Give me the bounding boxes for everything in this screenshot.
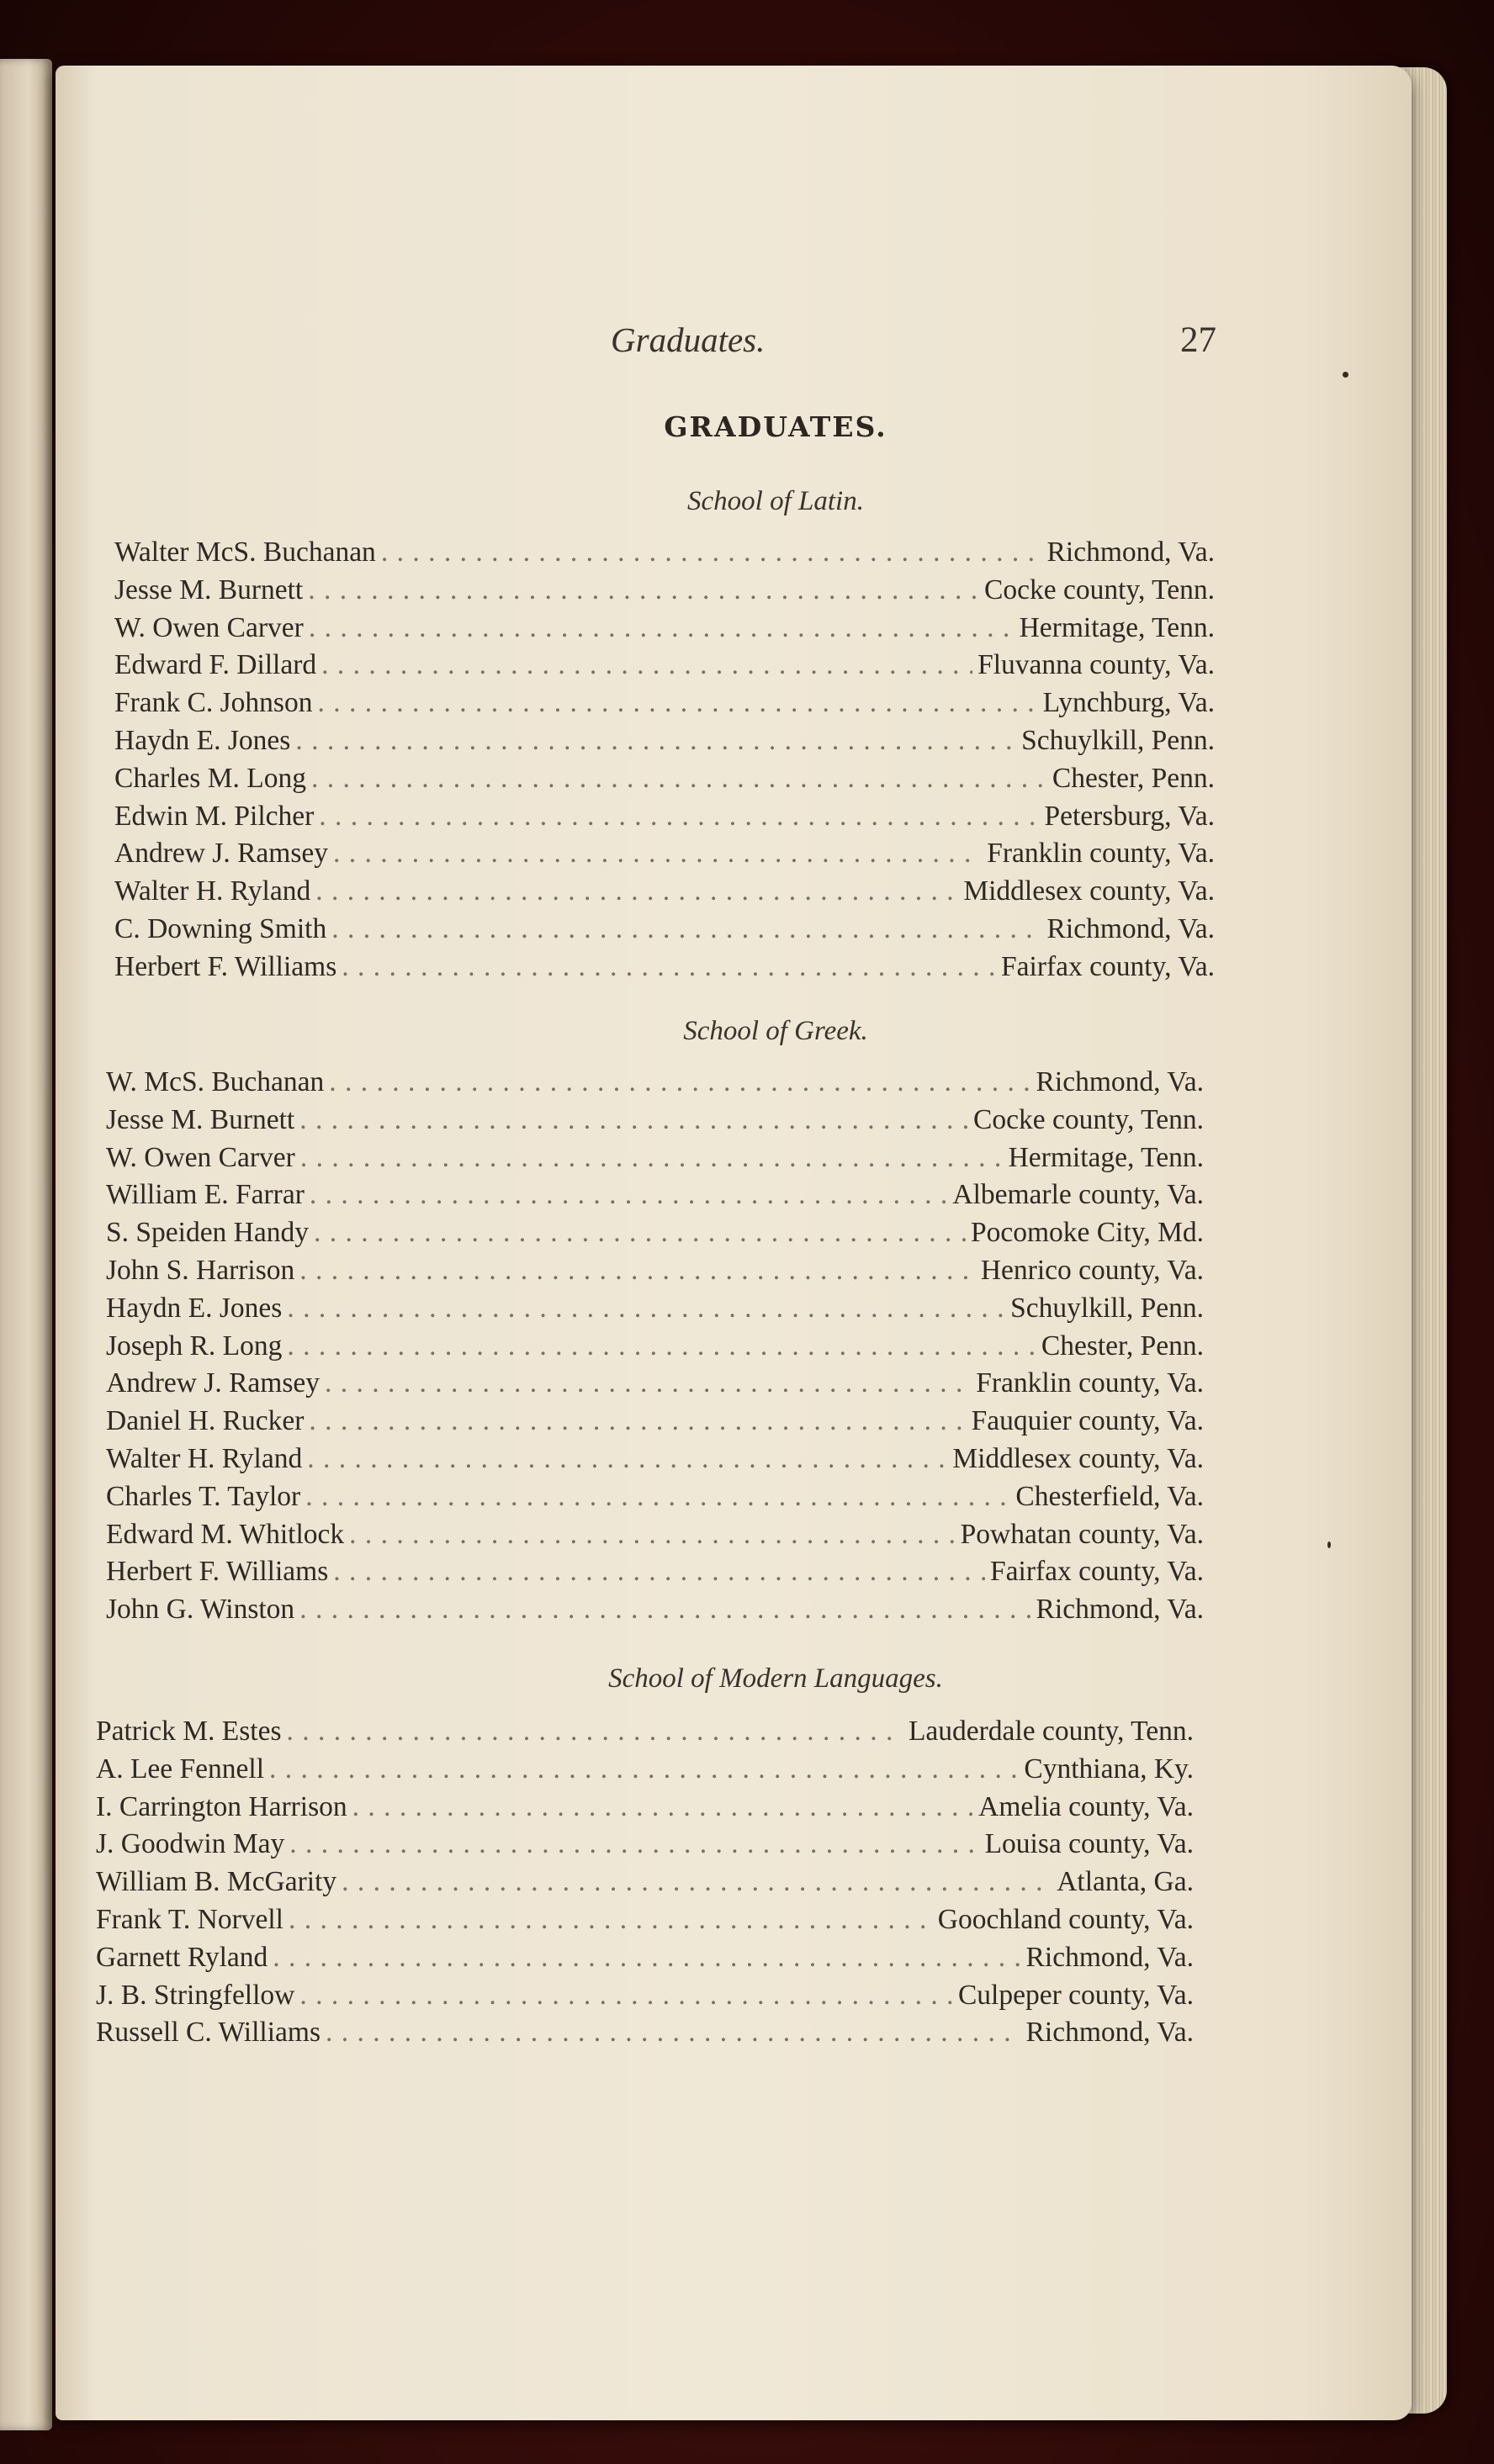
graduate-place: Chester, Penn. — [1052, 762, 1215, 794]
graduate-place: Albemarle county, Va. — [952, 1179, 1204, 1211]
dot-leader — [331, 913, 1041, 945]
graduate-entry — [96, 1980, 1194, 2017]
left-page-edge — [0, 59, 52, 2430]
graduate-entry — [106, 1066, 1204, 1104]
graduate-place: Louisa county, Va. — [984, 1828, 1194, 1860]
section-heading-greek: School of Greek. — [683, 1016, 868, 1046]
graduate-name: Joseph R. Long — [106, 1330, 283, 1362]
graduate-entry — [106, 1519, 1204, 1557]
heading-text: GRADUATES. — [664, 410, 887, 443]
dot-leader — [299, 1980, 953, 2012]
graduate-entry — [106, 1481, 1204, 1519]
graduate-entry — [106, 1293, 1204, 1330]
graduate-place: Goochland county, Va. — [937, 1903, 1194, 1935]
dot-leader — [307, 1443, 947, 1475]
section-heading-latin: School of Latin. — [687, 486, 864, 516]
dot-leader — [299, 1255, 976, 1287]
graduate-place: Pocomoke City, Md. — [971, 1217, 1204, 1249]
dot-leader — [329, 1066, 1030, 1098]
graduate-place: Richmond, Va. — [1046, 537, 1215, 568]
graduate-place: Atlanta, Ga. — [1057, 1866, 1194, 1898]
graduate-name: Edward F. Dillard — [114, 649, 317, 681]
graduate-name: Jesse M. Burnett — [114, 574, 304, 605]
graduate-name: Walter H. Ryland — [114, 875, 311, 907]
graduate-place: Schuylkill, Penn. — [1021, 724, 1215, 756]
graduate-name: Charles T. Taylor — [106, 1480, 301, 1512]
dot-leader — [317, 687, 1037, 719]
graduate-name: C. Downing Smith — [114, 912, 327, 944]
graduate-place: Fauquier county, Va. — [971, 1405, 1204, 1437]
graduate-place: Richmond, Va. — [1046, 912, 1215, 944]
greek-graduates-list — [106, 1066, 1204, 1631]
graduate-name: Walter McS. Buchanan — [114, 537, 376, 568]
paper-speck — [1343, 372, 1348, 378]
graduate-place: Henrico county, Va. — [980, 1254, 1204, 1286]
graduate-place: Franklin county, Va. — [987, 838, 1215, 870]
graduate-name: A. Lee Fennell — [96, 1753, 265, 1785]
page-heading — [56, 410, 1412, 443]
graduate-entry — [114, 875, 1215, 913]
graduate-entry — [114, 612, 1215, 650]
graduate-entry — [106, 1556, 1204, 1594]
graduate-place: Richmond, Va. — [1036, 1594, 1204, 1626]
graduate-place: Richmond, Va. — [1025, 1941, 1194, 1973]
graduate-entry — [114, 951, 1215, 989]
graduate-entry — [106, 1104, 1204, 1142]
dot-leader — [326, 2017, 1021, 2049]
graduate-entry — [114, 725, 1215, 763]
graduate-entry — [96, 1753, 1194, 1791]
graduate-entry — [96, 1942, 1194, 1980]
graduate-entry — [96, 2017, 1194, 2054]
graduate-place: Cynthiana, Ky. — [1024, 1753, 1194, 1785]
graduate-name: Andrew J. Ramsey — [114, 838, 328, 870]
graduate-place: Richmond, Va. — [1036, 1066, 1204, 1097]
graduate-entry — [114, 687, 1215, 725]
dot-leader — [289, 1828, 979, 1860]
dot-leader — [273, 1942, 1020, 1974]
dot-leader — [315, 875, 958, 907]
graduate-place: Hermitage, Tenn. — [1008, 1141, 1204, 1173]
graduate-place: Schuylkill, Penn. — [1010, 1292, 1204, 1324]
graduate-entry — [114, 801, 1215, 838]
graduate-place: Fairfax county, Va. — [1001, 950, 1215, 982]
graduate-name: Garnett Ryland — [96, 1941, 268, 1973]
dot-leader — [381, 537, 1042, 568]
graduate-place: Franklin county, Va. — [976, 1367, 1204, 1399]
graduate-name: Haydn E. Jones — [114, 724, 291, 756]
graduate-entry — [96, 1828, 1194, 1866]
graduate-name: Daniel H. Rucker — [106, 1405, 305, 1437]
graduate-entry — [114, 838, 1215, 875]
dot-leader — [299, 1104, 968, 1136]
book-page — [56, 66, 1412, 2420]
graduate-entry — [106, 1330, 1204, 1368]
graduate-name: Herbert F. Williams — [114, 950, 337, 982]
graduate-place: Chesterfield, Va. — [1015, 1480, 1204, 1512]
dot-leader — [333, 1556, 985, 1588]
dot-leader — [309, 612, 1015, 644]
graduate-place: Cocke county, Tenn. — [973, 1103, 1204, 1135]
graduate-name: W. Owen Carver — [106, 1141, 295, 1173]
graduate-place: Fluvanna county, Va. — [977, 649, 1215, 681]
dot-leader — [310, 1179, 948, 1211]
latin-graduates-list — [114, 537, 1215, 989]
running-head — [527, 320, 1216, 370]
graduate-entry — [106, 1142, 1204, 1180]
graduate-name: Herbert F. Williams — [106, 1556, 329, 1588]
dot-leader — [309, 1405, 966, 1437]
graduate-name: J. Goodwin May — [96, 1828, 285, 1860]
graduate-name: Haydn E. Jones — [106, 1292, 283, 1324]
dot-leader — [289, 1904, 933, 1936]
dot-leader — [333, 838, 982, 870]
dot-leader — [342, 1866, 1052, 1898]
dot-leader — [287, 1293, 1005, 1325]
dot-leader — [269, 1753, 1019, 1785]
graduate-place: Middlesex county, Va. — [952, 1442, 1204, 1474]
graduate-entry — [96, 1866, 1194, 1904]
graduate-name: I. Carrington Harrison — [96, 1790, 347, 1822]
graduate-entry — [96, 1904, 1194, 1942]
graduate-name: William E. Farrar — [106, 1179, 305, 1211]
graduate-entry — [106, 1367, 1204, 1405]
graduate-entry — [114, 574, 1215, 612]
running-title: Graduates. — [611, 320, 766, 359]
dot-leader — [299, 1594, 1030, 1626]
graduate-entry — [106, 1443, 1204, 1481]
graduate-entry — [114, 763, 1215, 801]
graduate-name: J. B. Stringfellow — [96, 1979, 295, 2011]
graduate-place: Lauderdale county, Tenn. — [908, 1716, 1194, 1747]
graduate-place: Fairfax county, Va. — [990, 1556, 1204, 1588]
dot-leader — [287, 1330, 1036, 1362]
dot-leader — [319, 801, 1039, 833]
dot-leader — [300, 1142, 1004, 1174]
dot-leader — [349, 1519, 955, 1551]
graduate-name: W. McS. Buchanan — [106, 1066, 325, 1097]
dot-leader — [342, 951, 996, 983]
graduate-place: Lynchburg, Va. — [1042, 687, 1215, 719]
graduate-name: Russell C. Williams — [96, 2017, 321, 2049]
page-number: 27 — [1180, 320, 1216, 360]
graduate-place: Chester, Penn. — [1041, 1330, 1204, 1362]
graduate-entry — [106, 1179, 1204, 1217]
dot-leader — [311, 763, 1047, 795]
dot-leader — [308, 574, 979, 606]
graduate-place: Middlesex county, Va. — [963, 875, 1215, 907]
graduate-place: Culpeper county, Va. — [957, 1979, 1194, 2011]
graduate-place: Powhatan county, Va. — [960, 1518, 1204, 1550]
dot-leader — [305, 1481, 1010, 1513]
graduate-name: S. Speiden Handy — [106, 1217, 309, 1249]
graduate-entry — [96, 1716, 1194, 1753]
dot-leader — [352, 1791, 974, 1823]
graduate-name: Frank C. Johnson — [114, 687, 313, 719]
graduate-entry — [106, 1217, 1204, 1255]
graduate-name: Charles M. Long — [114, 762, 306, 794]
graduate-entry — [114, 649, 1215, 687]
dot-leader — [287, 1716, 903, 1748]
graduate-place: Richmond, Va. — [1025, 2017, 1194, 2049]
graduate-name: John S. Harrison — [106, 1254, 295, 1286]
graduate-name: Edward M. Whitlock — [106, 1518, 345, 1550]
graduate-entry — [106, 1405, 1204, 1443]
graduate-name: Jesse M. Burnett — [106, 1103, 295, 1135]
dot-leader — [314, 1217, 966, 1249]
graduate-name: Andrew J. Ramsey — [106, 1367, 320, 1399]
graduate-entry — [114, 913, 1215, 951]
modern-languages-graduates-list — [96, 1716, 1194, 2054]
graduate-entry — [114, 537, 1215, 574]
graduate-entry — [96, 1791, 1194, 1829]
graduate-name: John G. Winston — [106, 1594, 295, 1626]
dot-leader — [295, 725, 1016, 757]
graduate-name: Frank T. Norvell — [96, 1903, 283, 1935]
section-heading-modern-languages: School of Modern Languages. — [608, 1663, 943, 1694]
graduate-name: Walter H. Ryland — [106, 1442, 303, 1474]
graduate-name: William B. McGarity — [96, 1866, 337, 1898]
graduate-entry — [106, 1594, 1204, 1631]
graduate-place: Hermitage, Tenn. — [1019, 611, 1215, 643]
graduate-entry — [106, 1255, 1204, 1293]
paper-speck — [1327, 1541, 1331, 1548]
graduate-name: W. Owen Carver — [114, 611, 304, 643]
graduate-name: Edwin M. Pilcher — [114, 800, 315, 832]
graduate-name: Patrick M. Estes — [96, 1716, 282, 1747]
graduate-place: Petersburg, Va. — [1044, 800, 1215, 832]
graduate-place: Cocke county, Tenn. — [984, 574, 1215, 605]
dot-leader — [325, 1367, 971, 1399]
graduate-place: Amelia county, Va. — [978, 1790, 1194, 1822]
dot-leader — [321, 649, 972, 681]
